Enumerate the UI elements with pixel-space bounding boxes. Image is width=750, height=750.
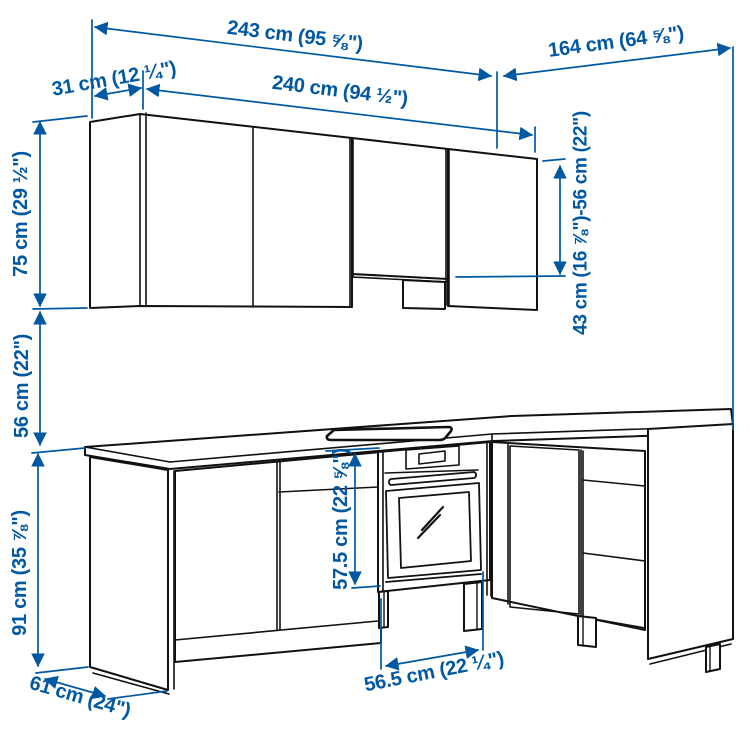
dimension-label-43-56-cm: 43 cm (16 ⅞")-56 cm (22"): [570, 111, 592, 335]
dimension-label-164-cm: 164 cm (64 ⅝"): [546, 22, 686, 62]
dimension-label-61-cm: 61 cm (24"): [26, 672, 134, 722]
dimension-label-240-cm: 240 cm (94 ½"): [270, 71, 410, 111]
dimension-label-31-cm: 31 cm (12 ¼"): [50, 57, 178, 101]
wall-cabinets: [90, 113, 537, 310]
dimension-label-91-cm: 91 cm (35 ⅞"): [9, 510, 31, 636]
dimension-label-57-5-cm: 57.5 cm (22 ⅝"): [330, 448, 352, 590]
oven: [378, 442, 490, 631]
dimension-label-243-cm: 243 cm (95 ⅝"): [225, 16, 365, 56]
dimension-label-56-cm: 56 cm (22"): [11, 333, 33, 439]
hob: [327, 427, 452, 440]
dimension-label-75-cm: 75 cm (29 ½"): [10, 151, 32, 277]
dimension-label-56-5-cm: 56.5 cm (22 ¼"): [362, 647, 506, 697]
base-cabinets-right-run: [487, 424, 733, 672]
